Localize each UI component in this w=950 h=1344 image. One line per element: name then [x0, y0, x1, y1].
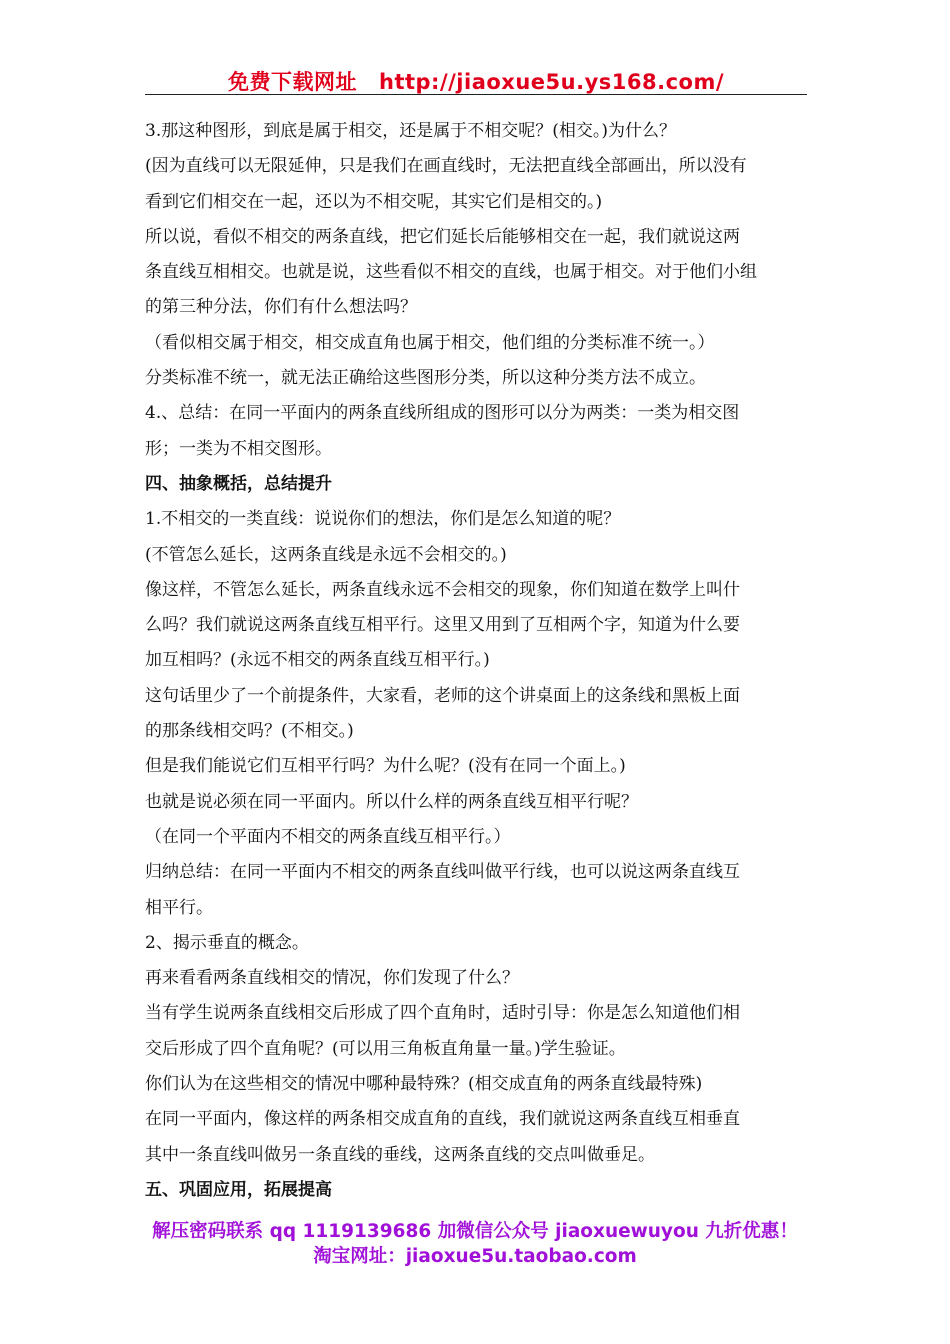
text-line: 1.不相交的一类直线：说说你们的想法，你们是怎么知道的呢？	[145, 509, 621, 530]
text-line: 再来看看两条直线相交的情况，你们发现了什么？	[145, 968, 519, 989]
text-line: 的第三种分法，你们有什么想法吗？	[145, 297, 417, 318]
header-divider	[145, 94, 807, 95]
text-line: 看到它们相交在一起，还以为不相交呢，其实它们是相交的。)	[145, 191, 603, 212]
page-header	[145, 66, 807, 96]
text-line: 在同一平面内，像这样的两条相交成直角的直线，我们就说这两条直线互相垂直	[145, 1109, 740, 1130]
footer-contact: 解压密码联系 qq 1119139686 加微信公众号 jiaoxuewuyou 九折优惠！	[152, 1221, 798, 1242]
text-line: 你们认为在这些相交的情况中哪种最特殊？(相交成直角的两条直线最特殊)	[145, 1074, 703, 1095]
text-line: 形；一类为不相交图形。	[145, 438, 332, 459]
text-line: 2、揭示垂直的概念。	[145, 932, 309, 953]
text-line: 么吗？我们就说这两条直线互相平行。这里又用到了互相两个字，知道为什么要	[145, 615, 740, 636]
text-line: 但是我们能说它们互相平行吗？为什么呢？(没有在同一个面上。)	[145, 756, 626, 777]
text-line: 相平行。	[145, 897, 213, 918]
text-line: (不管怎么延长，这两条直线是永远不会相交的。)	[145, 544, 507, 565]
text-line: 其中一条直线叫做另一条直线的垂线，这两条直线的交点叫做垂足。	[145, 1144, 655, 1165]
text-line: 所以说，看似不相交的两条直线，把它们延长后能够相交在一起，我们就说这两	[145, 226, 740, 247]
text-line: (因为直线可以无限延伸，只是我们在画直线时，无法把直线全部画出，所以没有	[145, 156, 747, 177]
text-line: 分类标准不统一，就无法正确给这些图形分类，所以这种分类方法不成立。	[145, 368, 706, 389]
header-label: 免费下载网址	[228, 70, 357, 94]
text-line: 这句话里少了一个前提条件，大家看，老师的这个讲桌面上的这条线和黑板上面	[145, 685, 740, 706]
header-url-link[interactable]: http://jiaoxue5u.ys168.com/	[379, 70, 724, 94]
footer-shop-link[interactable]: 淘宝网址：jiaoxue5u.taobao.com	[313, 1246, 637, 1267]
text-line: 的那条线相交吗？(不相交。)	[145, 721, 354, 742]
text-line: 条直线互相相交。也就是说，这些看似不相交的直线，也属于相交。对于他们小组	[145, 262, 757, 283]
text-line: 3.那这种图形，到底是属于相交，还是属于不相交呢？(相交。)为什么？	[145, 121, 676, 141]
text-line: 也就是说必须在同一平面内。所以什么样的两条直线互相平行呢？	[145, 791, 638, 812]
text-line: 加互相吗？(永远不相交的两条直线互相平行。)	[145, 650, 490, 671]
text-line: 像这样，不管怎么延长，两条直线永远不会相交的现象，你们知道在数学上叫什	[145, 579, 740, 600]
section-heading: 五、巩固应用，拓展提高	[145, 1179, 332, 1200]
text-line: （在同一个平面内不相交的两条直线互相平行。）	[145, 826, 511, 847]
section-heading: 四、抽象概括，总结提升	[145, 473, 332, 494]
text-line: 当有学生说两条直线相交后形成了四个直角时，适时引导：你是怎么知道他们相	[145, 1003, 740, 1024]
text-line: 归纳总结：在同一平面内不相交的两条直线叫做平行线，也可以说这两条直线互	[145, 862, 740, 883]
document-body	[145, 114, 807, 1208]
text-line: 交后形成了四个直角呢？(可以用三角板直角量一量。)学生验证。	[145, 1038, 626, 1059]
text-line: 4.、总结：在同一平面内的两条直线所组成的图形可以分为两类：一类为相交图	[145, 403, 740, 424]
text-line: （看似相交属于相交，相交成直角也属于相交，他们组的分类标准不统一。）	[145, 332, 715, 353]
